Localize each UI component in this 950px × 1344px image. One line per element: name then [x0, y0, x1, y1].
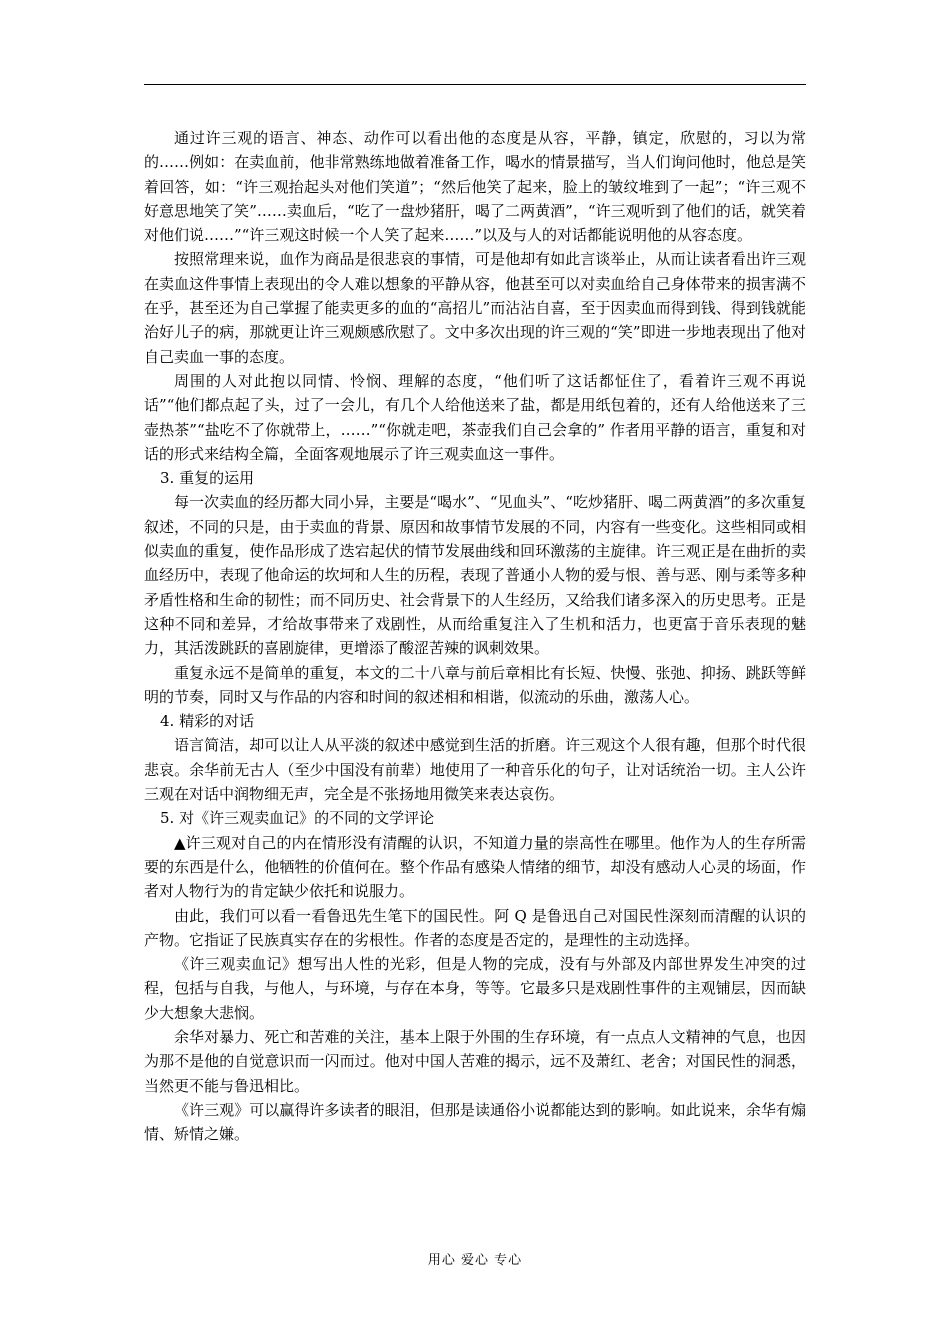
paragraph: 通过许三观的语言、神态、动作可以看出他的态度是从容，平静，镇定，欣慰的，习以为常的……例如：在卖血前，他非常熟练地做着准备工作，喝水的情景描写，当人们询问他时，他总是笑着回答，如：“许三观抬起头对他们笑道”；“然后他笑了起来，脸上的皱纹堆到了一起”；“许三观不好意思地笑了笑”……卖血后，“吃了一盘炒猪肝，喝了二两黄酒”，“许三观听到了他们的话，就笑着对他们说……”“许三观这时候一个人笑了起来……”以及与人的对话都能说明他的从容态度。: [144, 129, 806, 245]
paragraph: 余华对暴力、死亡和苦难的关注，基本上限于外围的生存环境，有一点点人文精神的气息，也因为那不是他的自觉意识而一闪而过。他对中国人苦难的揭示，远不及萧红、老舍；对国民性的洞悉，当然更不能与鲁迅相比。: [144, 1027, 806, 1095]
paragraph: 周围的人对此抱以同情、怜悯、理解的态度，“他们听了这话都怔住了，看着许三观不再说话”“他们都点起了头，过了一会儿，有几个人给他送来了盐，都是用纸包着的，还有人给他送来了三壶热茶”“盐吃不了你就带上，……”“你就走吧，茶壶我们自己会拿的” 作者用平静的语言，重复和对话的形式来结构全篇，全面客观地展示了许三观卖血这一事件。: [144, 371, 806, 463]
paragraph: 《许三观卖血记》想写出人性的光彩，但是人物的完成，没有与外部及内部世界发生冲突的过程，包括与自我，与他人，与环境，与存在本身，等等。它最多只是戏剧性事件的主观铺层，因而缺少大想象大悲悯。: [144, 955, 806, 1022]
header-rule: [144, 84, 806, 85]
body-text: [144, 126, 806, 1146]
page-footer: 用心 爱心 专心: [427, 1253, 523, 1268]
paragraph: 重复永远不是简单的重复，本文的二十八章与前后章相比有长短、快慢、张弛、抑扬、跳跃等鲜明的节奏，同时又与作品的内容和时间的叙述相和相谐，似流动的乐曲，激荡人心。: [144, 663, 806, 706]
section-heading: 3. 重复的运用: [160, 469, 255, 488]
paragraph: 《许三观》可以赢得许多读者的眼泪，但那是读通俗小说都能达到的影响。如此说来，余华有煽情、矫情之嫌。: [144, 1100, 806, 1144]
paragraph: 由此，我们可以看一看鲁迅先生笔下的国民性。阿 Q 是鲁迅自己对国民性深刻而清醒的认识的产物。它指证了民族真实存在的劣根性。作者的态度是否定的，是理性的主动选择。: [144, 906, 806, 949]
paragraph: ▲许三观对自己的内在情形没有清醒的认识，不知道力量的崇高性在哪里。他作为人的生存所需要的东西是什么，他牺牲的价值何在。整个作品有感染人情绪的细节，却没有感动人心灵的场面，作者对人物行为的肯定缺少依托和说服力。: [144, 833, 806, 901]
paragraph: 按照常理来说，血作为商品是很悲哀的事情，可是他却有如此言谈举止，从而让读者看出许三观在卖血这件事情上表现出的令人难以想象的平静从容，他甚至可以对卖血给自己身体带来的损害满不在乎，甚至还为自己掌握了能卖更多的血的“高招儿”而沾沾自喜，至于因卖血而得到钱、得到钱就能治好儿子的病，那就更让许三观颇感欣慰了。文中多次出现的许三观的“笑”即进一步地表现出了他对自己卖血一事的态度。: [144, 250, 806, 366]
paragraph: 每一次卖血的经历都大同小异，主要是“喝水”、“见血头”、“吃炒猪肝、喝二两黄酒”的多次重复叙述，不同的只是，由于卖血的背景、原因和故事情节发展的不同，内容有一些变化。这些相同或相似卖血的重复，使作品形成了迭宕起伏的情节发展曲线和回环激荡的主旋律。许三观正是在曲折的卖血经历中，表现了他命运的坎坷和人生的历程，表现了普通小人物的爱与恨、善与恶、刚与柔等多种矛盾性格和生命的韧性；而不同历史、社会背景下的人生经历，又给我们诸多深入的历史思考。正是这种不同和差异，才给故事带来了戏剧性，从而给重复注入了生机和活力，也更富于音乐表现的魅力，其活泼跳跃的喜剧旋律，更增添了酸涩苦辣的讽刺效果。: [144, 493, 806, 658]
section-heading: 4. 精彩的对话: [160, 712, 255, 731]
section-heading: 5. 对《许三观卖血记》的不同的文学评论: [160, 809, 435, 828]
paragraph: 语言简洁，却可以让人从平淡的叙述中感觉到生活的折磨。许三观这个人很有趣，但那个时代很悲哀。余华前无古人（至少中国没有前辈）地使用了一种音乐化的句子，让对话统治一切。主人公许三观在对话中润物细无声，完全是不张扬地用微笑来表达哀伤。: [144, 736, 806, 804]
